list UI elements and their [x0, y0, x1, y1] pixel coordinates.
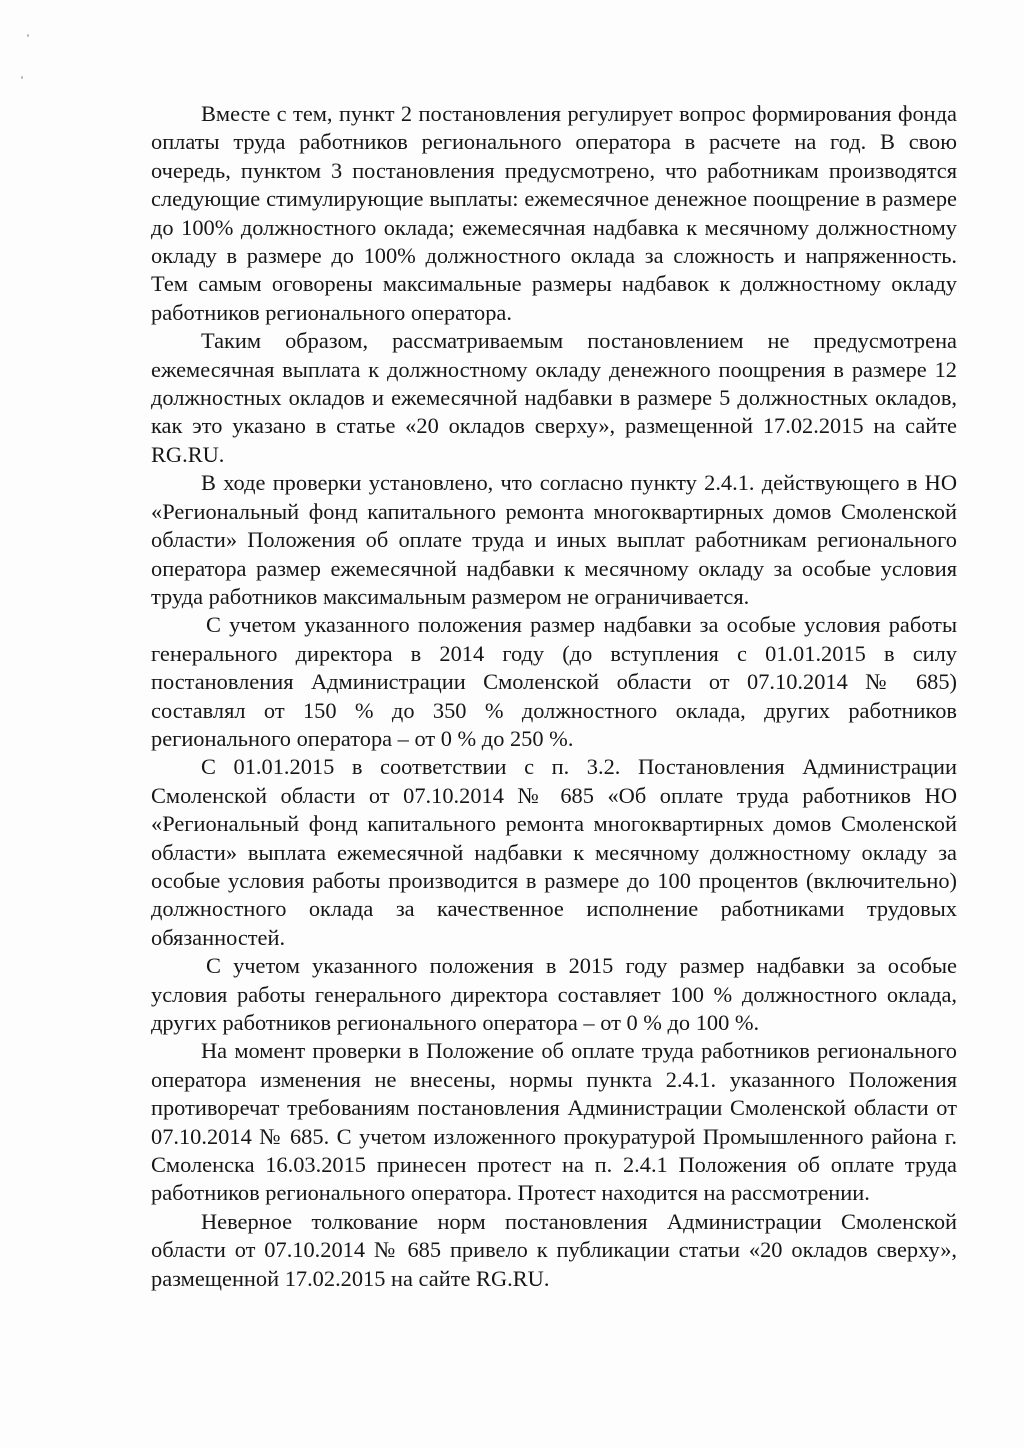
paragraph: С учетом указанного положения размер надбавки за особые условия работы генерального директора в 2014 году (до вступления с 01.01.2015 в силу постановления Администрации Смоленской области от 07.10.2014 № 685) составлял от 150 % до 350 % должностного оклада, других работников регионального оператора – от 0 % до 250 %.: [151, 612, 957, 751]
paragraph: В ходе проверки установлено, что согласно пункту 2.4.1. действующего в НО «Региональный фонд капитального ремонта многоквартирных домов Смоленской области» Положения об оплате труда и иных выплат работникам регионального оператора размер ежемесячной надбавки к месячному окладу за особые условия труда работников максимальным размером не ограничивается.: [151, 470, 957, 609]
scan-speck-mark: [21, 76, 23, 79]
scan-speck-mark: [27, 34, 29, 37]
paragraph: С учетом указанного положения в 2015 году размер надбавки за особые условия работы генерального директора составляет 100 % должностного оклада, других работников регионального оператора – от 0 % до 100 %.: [151, 953, 957, 1035]
paragraph: С 01.01.2015 в соответствии с п. 3.2. Постановления Администрации Смоленской области от 07.10.2014 № 685 «Об оплате труда работников НО «Региональный фонд капитального ремонта многоквартирных домов Смоленской области» выплата ежемесячной надбавки к месячному должностному окладу за особые условия работы производится в размере до 100 процентов (включительно) должностного оклада за качественное исполнение работниками трудовых обязанностей.: [151, 754, 957, 950]
document-body: [151, 100, 957, 1293]
paragraph: Вместе с тем, пункт 2 постановления регулирует вопрос формирования фонда оплаты труда работников регионального оператора в расчете на год. В свою очередь, пунктом 3 постановления предусмотрено, что работникам производятся следующие стимулирующие выплаты: ежемесячное денежное поощрение в размере до 100% должностного оклада; ежемесячная надбавка к месячному должностному окладу в размере до 100% должностного оклада за сложность и напряженность. Тем самым оговорены максимальные размеры надбавок к должностному окладу работников регионального оператора.: [151, 101, 957, 325]
paragraph: Таким образом, рассматриваемым постановлением не предусмотрена ежемесячная выплата к должностному окладу денежного поощрения в размере 12 должностных окладов и ежемесячной надбавки в размере 5 должностных окладов, как это указано в статье «20 окладов сверху», размещенной 17.02.2015 на сайте RG.RU.: [151, 328, 957, 467]
paragraph: Неверное толкование норм постановления Администрации Смоленской области от 07.10.2014 № 685 привело к публикации статьи «20 окладов сверху», размещенной 17.02.2015 на сайте RG.RU.: [151, 1208, 957, 1291]
paragraph: На момент проверки в Положение об оплате труда работников регионального оператора изменения не внесены, нормы пункта 2.4.1. указанного Положения противоречат требованиям постановления Администрации Смоленской области от 07.10.2014 № 685. С учетом изложенного прокуратурой Промышленного района г. Смоленска 16.03.2015 принесен протест на п. 2.4.1 Положения об оплате труда работников регионального оператора. Протест находится на рассмотрении.: [151, 1038, 957, 1206]
